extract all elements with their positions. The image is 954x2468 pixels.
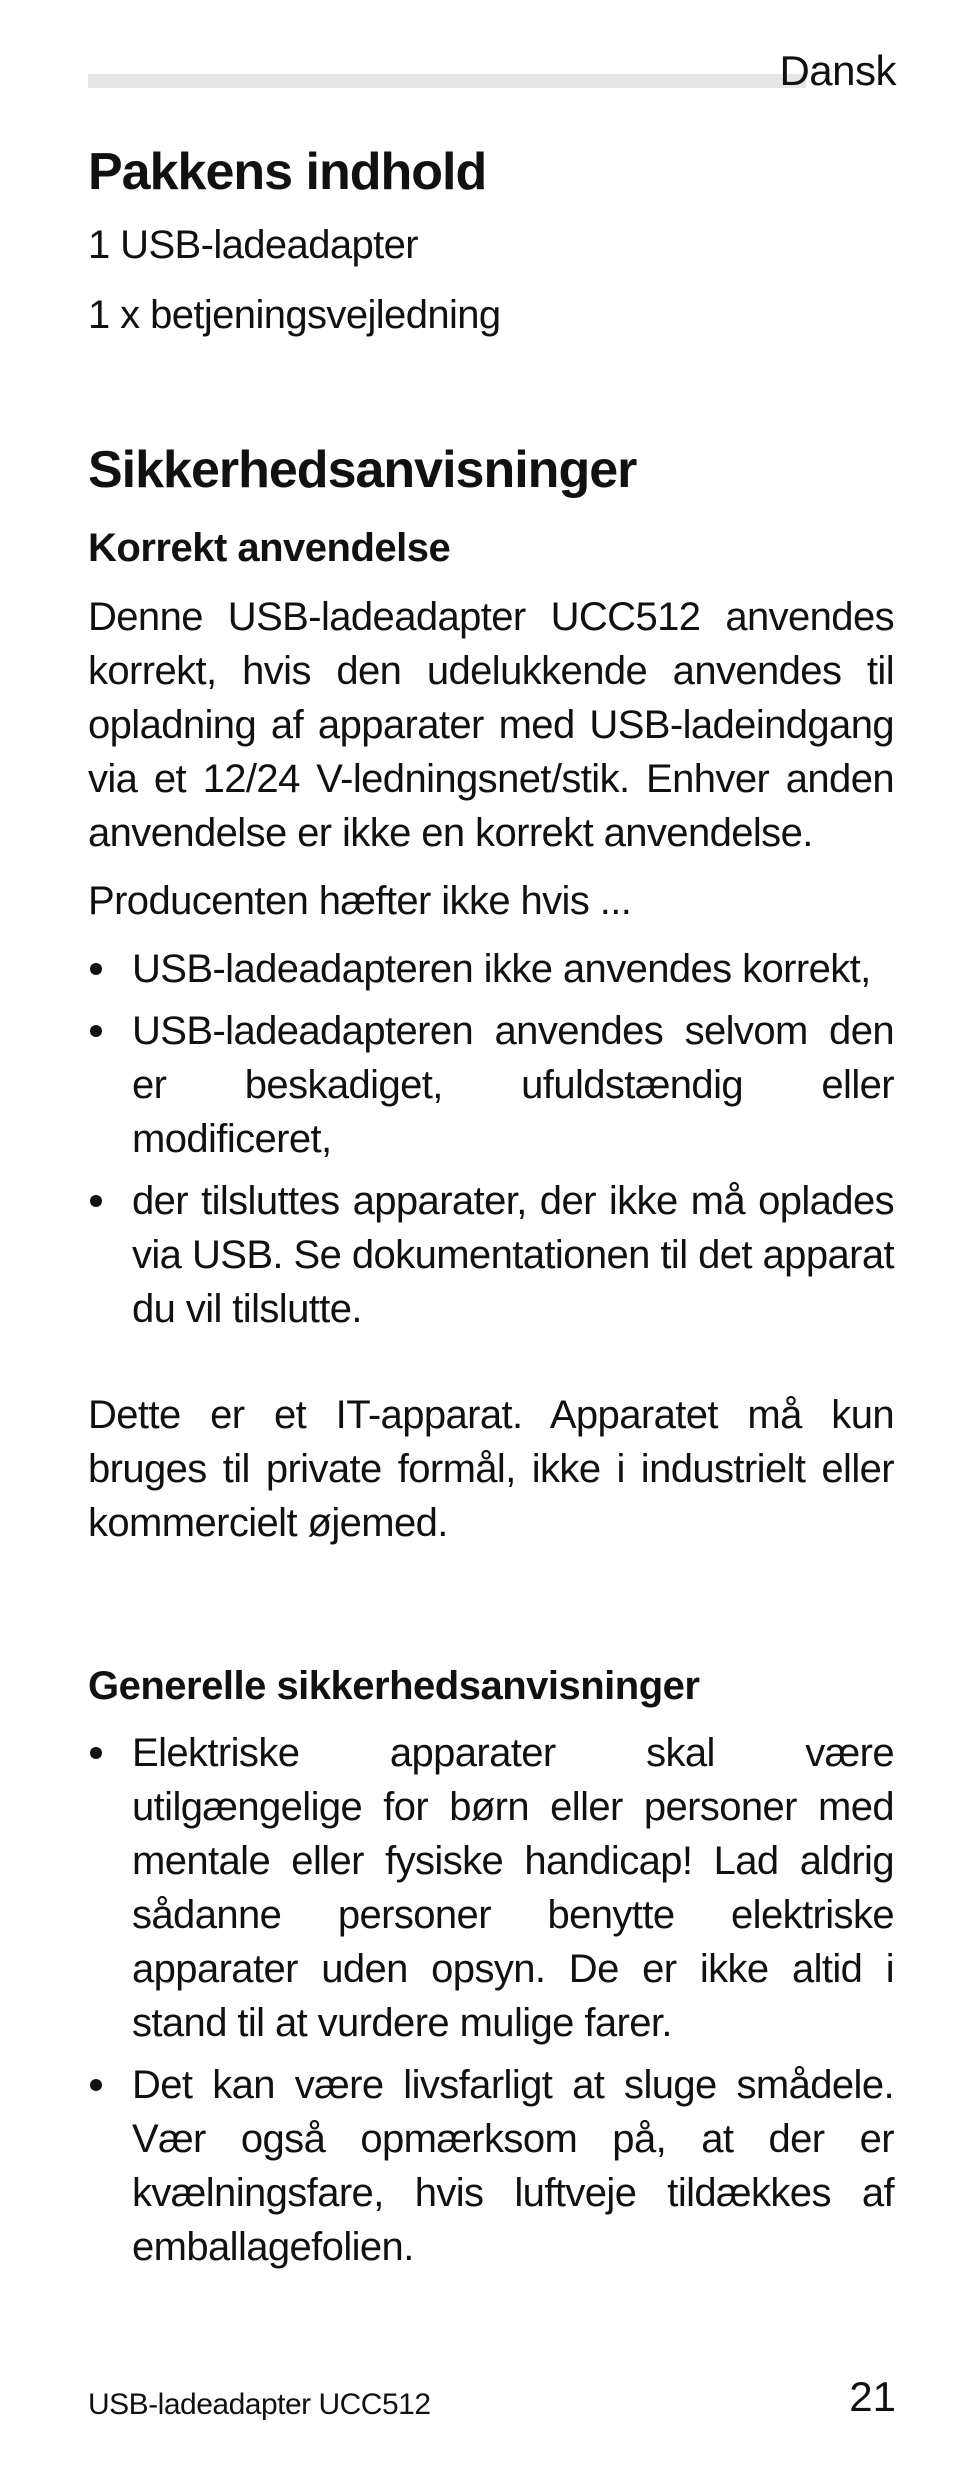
list-item-text: der tilsluttes apparater, der ikke må oplades via USB. Se dokumentationen til det apparat du vil tilslutte. [132, 1179, 894, 1331]
general-safety-list [88, 1726, 894, 2274]
contents-item: 1 USB-ladeadapter [88, 223, 419, 267]
correct-use-paragraph: Denne USB-ladeadapter UCC512 anvendes korrekt, hvis den udelukkende anvendes til opladning af apparater med USB-ladeindgang via et 12/24 V-ledningsnet/stik. Enhver anden anvendelse er ikke en korrekt anvendelse. [88, 595, 894, 855]
liability-intro: Producenten hæfter ikke hvis ... [88, 879, 632, 923]
list-item-text: USB-ladeadapteren ikke anvendes korrekt, [132, 947, 871, 991]
list-item [88, 1726, 894, 2050]
bullet-icon [90, 1747, 102, 1759]
list-item-text: Elektriske apparater skal være utilgængelige for børn eller personer med mentale eller fysiske handicap! Lad aldrig sådanne personer benytte elektriske apparater uden opsyn. De er ikke altid i stand til at vurdere mulige farer. [132, 1731, 894, 2045]
list-item [88, 942, 894, 996]
language-label: Dansk [779, 47, 896, 94]
header-rule [88, 74, 806, 88]
bullet-icon [90, 1025, 102, 1037]
general-safety-heading: Generelle sikkerhedsanvisninger [88, 1664, 700, 1708]
bullet-icon [90, 2079, 102, 2091]
bullet-icon [90, 963, 102, 975]
list-item-text: Det kan være livsfarligt at sluge smådele. Vær også opmærksom på, at der er kvælningsfare, hvis luftveje tildækkes af emballagefolien. [132, 2063, 894, 2269]
footer-product-name: USB-ladeadapter UCC512 [88, 2388, 431, 2421]
contents-item: 1 x betjeningsvejledning [88, 293, 501, 337]
list-item [88, 2058, 894, 2274]
bullet-icon [90, 1195, 102, 1207]
liability-list [88, 942, 894, 1336]
correct-use-heading: Korrekt anvendelse [88, 526, 451, 570]
safety-heading: Sikkerhedsanvisninger [88, 441, 637, 499]
page-number: 21 [849, 2373, 896, 2420]
list-item [88, 1174, 894, 1336]
list-item [88, 1004, 894, 1166]
contents-heading: Pakkens indhold [88, 143, 487, 201]
page-content [88, 140, 894, 2274]
list-item-text: USB-ladeadapteren anvendes selvom den er beskadiget, ufuldstændig eller modificeret, [132, 1009, 894, 1161]
it-device-note: Dette er et IT-apparat. Apparatet må kun bruges til private formål, ikke i industrielt eller kommercielt øjemed. [88, 1393, 894, 1545]
